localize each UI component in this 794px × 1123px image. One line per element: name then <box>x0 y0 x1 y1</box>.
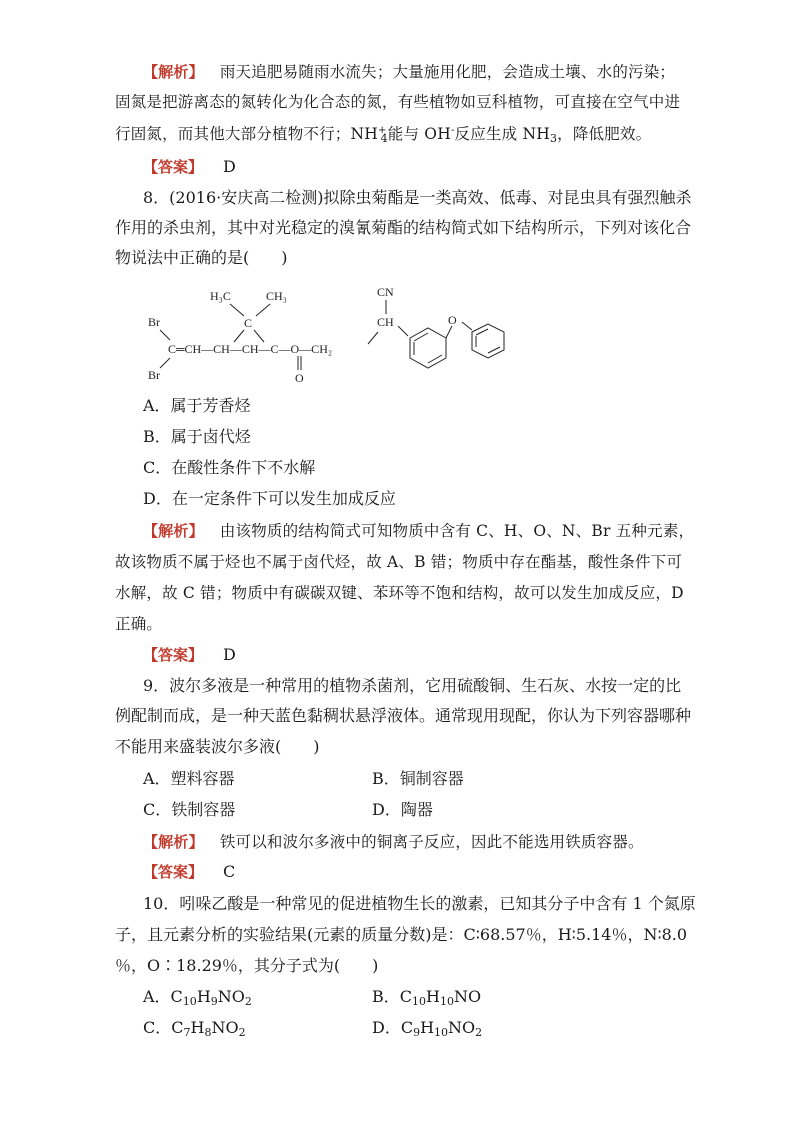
br-top-label: Br <box>148 315 160 329</box>
answer-line <box>143 157 713 177</box>
option-b: B．$C_{10}H_{10}NO$ <box>372 987 482 1008</box>
h3c-label: H₃C <box>210 289 231 303</box>
analysis-line: 【解析】 由该物质的结构简式可知物质中含有 C、H、O、N、Br 五种元素， <box>143 522 695 540</box>
analysis-tag: 【解析】 <box>143 833 204 851</box>
option-d: D．$C_9H_{10}NO_2$ <box>372 1018 483 1039</box>
o-ester-label: O <box>295 371 304 385</box>
ch-label: CH <box>377 315 394 329</box>
question-8-line: 8．(2016·安庆高二检测)拟除虫菊酯是一类高效、低毒、对昆虫具有强烈触杀 <box>143 188 692 207</box>
option-a: A．属于芳香烃 <box>143 396 251 415</box>
question-8-line: 物说法中正确的是( ) <box>115 248 288 267</box>
question-9-line: 不能用来盛装波尔多液( ) <box>115 737 320 756</box>
analysis-text: 雨天追肥易随雨水流失；大量施用化肥，会造成土壤、水的污染； <box>219 63 676 81</box>
option-d: D．在一定条件下可以发生加成反应 <box>143 489 396 508</box>
question-10-line: 子，且元素分析的实验结果(元素的质量分数)是：C∶68.57％，H∶5.14％，N∶8.0 <box>115 925 688 944</box>
answer-line <box>143 645 713 665</box>
br-bottom-label: Br <box>148 368 160 382</box>
cn-label: CN <box>377 285 394 299</box>
option-b: B．属于卤代烃 <box>143 427 251 446</box>
answer-line <box>143 862 713 882</box>
analysis-line: 【解析】 铁可以和波尔多液中的铜离子反应，因此不能选用铁质容器。 <box>143 833 644 851</box>
option-a: A．塑料容器 <box>143 769 235 788</box>
option-a: A．$C_{10}H_9NO_2$ <box>143 987 252 1008</box>
question-10-line: ％，O∶18.29％，其分子式为( ) <box>115 956 379 975</box>
question-10-line: 10．吲哚乙酸是一种常见的促进植物生长的激素，已知其分子中含有 1 个氮原 <box>143 894 696 913</box>
answer-tag: 【答案】 <box>143 646 204 664</box>
analysis-line <box>143 62 713 82</box>
question-9-line: 9．波尔多液是一种常用的植物杀菌剂，它用硫酸铜、生石灰、水按一定的比 <box>143 676 682 695</box>
ch3-label: CH₃ <box>266 289 287 303</box>
analysis-tag: 【解析】 <box>143 63 204 81</box>
deltamethrin-structure <box>140 282 510 392</box>
answer-value: D <box>223 157 236 176</box>
analysis-line: 水解，故 C 错；物质中有碳碳双键、苯环等不饱和结构，故可以发生加成反应，D <box>115 584 684 602</box>
analysis-tag: 【解析】 <box>143 522 204 540</box>
option-c: C．在酸性条件下不水解 <box>143 458 316 477</box>
answer-tag: 【答案】 <box>143 863 204 881</box>
analysis-line: 正确。 <box>115 615 163 633</box>
chain-label: C═CH—CH—CH—C—O—CH₂ <box>168 342 333 356</box>
answer-value: D <box>223 645 236 664</box>
question-9-line: 例配制而成，是一种天蓝色黏稠状悬浮液体。通常现用现配，你认为下列容器哪种 <box>115 706 692 725</box>
option-b: B．铜制容器 <box>372 769 464 788</box>
answer-value: C <box>223 862 236 881</box>
option-c: C．$C_7H_8NO_2$ <box>143 1018 246 1039</box>
question-8-line: 作用的杀虫剂，其中对光稳定的溴氰菊酯的结构简式如下结构所示，下列对该化合 <box>115 218 692 237</box>
option-c: C．铁制容器 <box>143 800 236 819</box>
c-top-label: C <box>244 316 253 330</box>
o-ether-label: O <box>448 313 457 327</box>
analysis-line: 故该物质不属于烃也不属于卤代烃，故 A、B 错；物质中存在酯基，酸性条件下可 <box>115 553 683 571</box>
option-d: D．陶器 <box>372 800 433 819</box>
analysis-line: 行固氮，而其他大部分植物不行；$NH^+_4$能与 OH-反应生成 $NH_3$，降低肥效。 <box>115 125 652 145</box>
analysis-line: 固氮是把游离态的氮转化为化合态的氮，有些植物如豆科植物，可直接在空气中进 <box>115 93 681 111</box>
answer-tag: 【答案】 <box>143 158 204 176</box>
